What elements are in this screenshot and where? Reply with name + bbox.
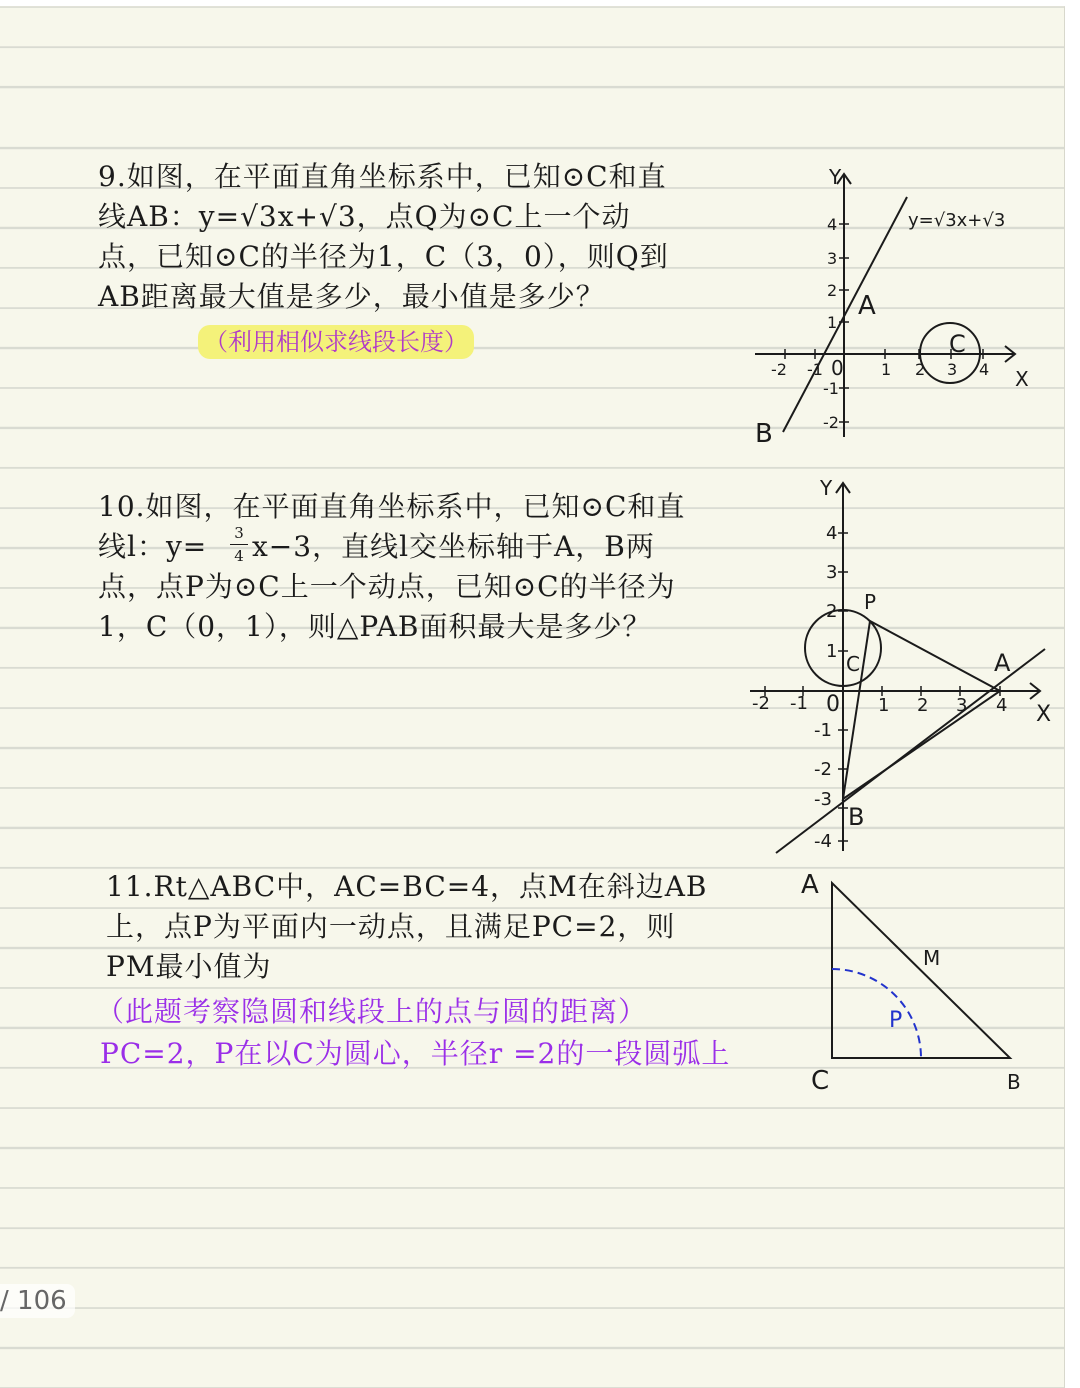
problem9-line4: AB距离最大值是多少，最小值是多少？ [98, 280, 605, 313]
figure10-x-tick: -1 [790, 693, 808, 714]
problem9-line1: 9.如图，在平面直角坐标系中，已知⊙C和直 [98, 160, 667, 193]
problem10-line3: 点，点P为⊙C上一个动点，已知⊙C的半径为 [98, 570, 676, 603]
figure10-x-tick: -2 [752, 693, 770, 714]
figure10-y-tick: -3 [814, 789, 832, 810]
triangle-abc [832, 883, 1010, 1058]
figure10-point-p: P [864, 590, 877, 614]
figure10-y-tick: 2 [826, 601, 838, 622]
figure10-point-b: B [848, 803, 865, 831]
problem9-line2: 线AB：y=√3x+√3，点Q为⊙C上一个动 [98, 200, 631, 233]
figure10-y-tick: -4 [814, 831, 832, 852]
figure9-y-tick: 3 [827, 249, 838, 268]
figure10-y-tick: 3 [826, 562, 838, 583]
figure10-y-tick: 4 [826, 523, 838, 544]
problem9-line3: 点，已知⊙C的半径为1，C（3，0），则Q到 [98, 240, 669, 273]
figure10-y-tick: -2 [814, 759, 832, 780]
problem11-note2: PC=2，P在以C为圆心，半径r =2的一段圆弧上 [100, 1037, 731, 1070]
problem9-hint: （利用相似求线段长度） [204, 328, 468, 356]
vertex-b-label: B [1007, 1070, 1021, 1094]
notebook-page [0, 6, 1065, 1388]
problem10-line4: 1，C（0，1），则△PAB面积最大是多少？ [98, 610, 652, 643]
problem10-line1: 10.如图，在平面直角坐标系中，已知⊙C和直 [98, 490, 686, 523]
figure10-point-a: A [994, 649, 1011, 677]
figure9-point-a: A [858, 291, 876, 321]
figure9-x-label: X [1015, 367, 1029, 391]
figure9-y-tick: -2 [823, 413, 839, 432]
figure10-line-l [776, 649, 1045, 853]
figure9-y-label: Y [829, 165, 842, 189]
problem11-line2: 上，点P为平面内一动点，且满足PC=2，则 [106, 910, 676, 943]
dashed-arc-p [832, 969, 921, 1058]
figure10-origin: 0 [826, 692, 840, 717]
figure10-y-label: Y [820, 476, 833, 500]
figure10-y-tick: -1 [814, 720, 832, 741]
figure10-x-tick: 1 [878, 695, 890, 716]
vertex-c-label: C [811, 1066, 830, 1096]
problem11-line1: 11.Rt△ABC中，AC=BC=4，点M在斜边AB [106, 870, 708, 903]
highlighted-hint [198, 325, 474, 359]
point-p-label: P [889, 1008, 903, 1033]
figure10-coordinate-plane [740, 473, 1060, 858]
problem10-line2a: 线l：y= [98, 530, 208, 563]
figure9-x-tick: 1 [881, 360, 892, 379]
figure10-x-tick: 4 [996, 695, 1008, 716]
figure9-point-c: C [949, 330, 966, 358]
figure9-line-equation: y=√3x+√3 [908, 210, 1006, 231]
figure9-x-tick: 4 [979, 360, 990, 379]
problem10-line2b: x−3，直线l交坐标轴于A，B两 [252, 530, 655, 563]
problem11-note1: （此题考察隐圆和线段上的点与圆的距离） [96, 995, 648, 1028]
figure10-point-c: C [846, 652, 860, 676]
figure10-x-label: X [1036, 702, 1052, 727]
fraction-bar [230, 544, 248, 545]
fraction-denominator: 4 [234, 547, 244, 565]
figure11-right-triangle [795, 863, 1045, 1098]
figure10-x-tick: 2 [917, 695, 929, 716]
figure9-x-tick: 3 [947, 360, 958, 379]
vertex-a-label: A [801, 870, 819, 900]
problem11-line3: PM最小值为 [106, 950, 272, 983]
figure9-y-tick: 2 [827, 281, 838, 300]
figure9-y-tick: 4 [827, 215, 838, 234]
figure9-y-tick: -1 [823, 379, 839, 398]
fraction-numerator: 3 [234, 524, 244, 542]
point-m-label: M [923, 946, 941, 970]
page-counter: / 106 [0, 1284, 75, 1318]
figure9-origin: 0 [831, 356, 844, 380]
figure10-y-tick: 1 [826, 641, 838, 662]
figure9-x-tick: 2 [915, 360, 926, 379]
figure9-x-tick: -2 [771, 360, 787, 379]
figure9-y-tick: 1 [827, 313, 838, 332]
figure9-coordinate-plane [745, 162, 1045, 452]
figure9-x-tick: -1 [807, 360, 823, 379]
figure10-x-tick: 3 [956, 695, 968, 716]
figure9-point-b: B [755, 419, 773, 449]
